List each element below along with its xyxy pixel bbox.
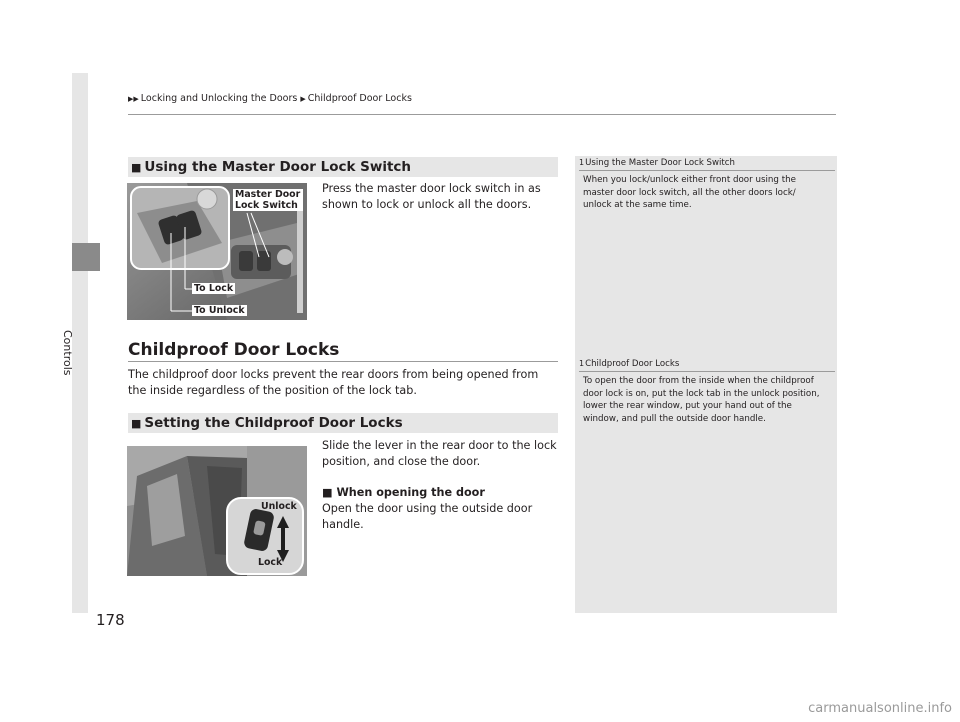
page-title: Childproof Door Locks	[128, 340, 340, 360]
note-divider	[579, 170, 835, 171]
section-heading-master-switch: ■ Using the Master Door Lock Switch	[128, 157, 558, 177]
header-divider	[128, 114, 836, 115]
breadcrumb	[128, 93, 412, 104]
notes-sidebar	[575, 156, 837, 613]
callout-to-lock: To Lock	[194, 283, 234, 294]
sub-heading-opening-door: ■ When opening the door	[322, 486, 485, 499]
note-heading: 1Using the Master Door Lock Switch	[579, 158, 735, 168]
section-heading-setting-childproof: ■ Setting the Childproof Door Locks	[128, 413, 558, 433]
callout-lock: Lock	[258, 557, 283, 568]
square-bullet-icon: ■	[322, 486, 337, 499]
breadcrumb-arrow-icon: ▶	[300, 95, 306, 103]
square-bullet-icon: ■	[131, 417, 142, 430]
chapter-tab-strip	[72, 73, 88, 613]
breadcrumb-item[interactable]: Locking and Unlocking the Doors	[140, 93, 298, 104]
callout-unlock: Unlock	[261, 501, 297, 512]
page-number: 178	[96, 611, 125, 629]
chapter-label: Controls	[61, 330, 74, 376]
note-text: To open the door from the inside when the childproof door lock is on, put the lock tab in the unlock position, lower the rear window, put your hand out of the window, and pull the outside door handle.	[583, 376, 820, 424]
note-heading: 1Childproof Door Locks	[579, 359, 680, 369]
square-bullet-icon: ■	[131, 161, 142, 174]
title-divider	[128, 361, 558, 362]
opening-door-instructions: Open the door using the outside door handle.	[322, 502, 533, 531]
callout-to-unlock: To Unlock	[194, 305, 245, 316]
callout-master-switch: Master Door Lock Switch	[233, 189, 303, 211]
childproof-instructions: Slide the lever in the rear door to the lock position, and close the door.	[322, 439, 557, 468]
childproof-intro: The childproof door locks prevent the rear doors from being opened from the inside regardless of the position of the lock tab.	[128, 368, 539, 397]
note-divider	[579, 371, 835, 372]
breadcrumb-arrow-icon: ▶▶	[128, 95, 139, 103]
master-switch-instructions: Press the master door lock switch in as shown to lock or unlock all the doors.	[322, 182, 541, 211]
note-text: When you lock/unlock either front door using the master door lock switch, all the other doors lock/ unlock at the same time.	[583, 175, 796, 210]
chapter-tab-marker	[72, 243, 100, 271]
watermark: carmanualsonline.info	[808, 701, 952, 716]
breadcrumb-item[interactable]: Childproof Door Locks	[307, 93, 412, 104]
